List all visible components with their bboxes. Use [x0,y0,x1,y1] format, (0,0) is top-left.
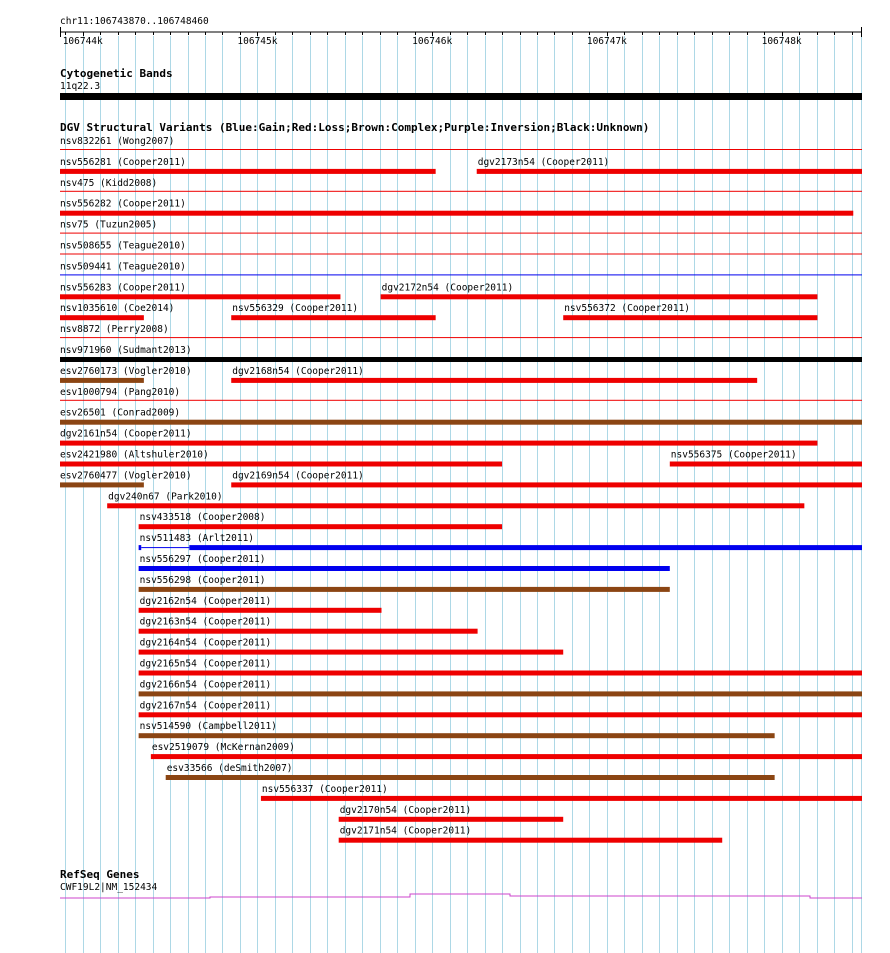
dgv-feature-line[interactable] [60,233,862,234]
dgv-feature-bar[interactable] [381,294,818,299]
dgv-feature-label: nsv971960 (Sudmant2013) [60,345,192,356]
dgv-row [60,387,862,401]
coordinate-ruler [60,16,862,47]
dgv-feature-label: esv1000794 (Pang2010) [60,386,181,398]
dgv-feature-bar[interactable] [563,315,817,320]
dgv-row [60,408,862,425]
dgv-feature[interactable] [60,282,340,299]
dgv-row [60,303,817,320]
dgv-feature-label: nsv556283 (Cooper2011) [60,282,186,294]
dgv-row [60,429,817,446]
dgv-feature[interactable] [60,470,192,487]
dgv-row [139,575,670,592]
dgv-row [139,679,862,696]
dgv-feature-bar[interactable] [107,503,804,508]
dgv-feature-label: dgv240n67 (Park2010) [108,491,223,503]
dgv-feature-bar[interactable] [60,441,817,446]
dgv-feature-label: nsv556375 (Cooper2011) [670,449,797,461]
dgv-feature-label: dgv2167n54 (Cooper2011) [139,700,272,712]
dgv-feature-label: nsv508655 (Teague2010) [60,240,186,252]
dgv-feature-label: nsv556297 (Cooper2011) [139,554,266,565]
dgv-feature-label: nsv556281 (Cooper2011) [60,156,186,168]
dgv-feature[interactable] [339,805,564,822]
dgv-feature-bar[interactable] [139,566,670,571]
dgv-feature[interactable] [139,679,862,696]
dgv-feature[interactable] [60,429,817,446]
dgv-feature-bar[interactable] [261,796,862,801]
dgv-feature[interactable] [381,282,818,299]
dgv-row [139,638,564,655]
dgv-feature-bar[interactable] [139,629,478,634]
dgv-feature-line[interactable] [60,337,862,338]
dgv-feature[interactable] [60,387,862,401]
refseq-gene-label[interactable]: CWF19L2|NM_152434 [60,882,158,893]
dgv-feature-label: esv33566 (deSmith2007) [166,763,293,774]
dgv-feature-bar[interactable] [339,838,723,843]
dgv-feature-bar[interactable] [339,817,564,822]
dgv-feature-bar[interactable] [60,169,436,174]
dgv-feature-label: nsv1035610 (Coe2014) [60,303,175,315]
dgv-feature-bar[interactable] [139,733,775,738]
cytoband-track-title: Cytogenetic Bands [60,67,173,80]
dgv-row [60,136,862,150]
dgv-feature[interactable] [60,178,862,192]
dgv-feature-bar[interactable] [139,524,502,529]
dgv-feature[interactable] [231,470,862,487]
dgv-row [261,784,862,801]
dgv-feature[interactable] [60,136,862,150]
dgv-row [139,721,775,738]
dgv-row [166,763,775,780]
dgv-row [139,659,862,676]
dgv-row [139,700,862,717]
dgv-row [139,533,862,550]
dgv-feature-label: nsv8872 (Perry2008) [60,324,169,336]
dgv-feature-bar[interactable] [231,482,862,487]
dgv-row [139,512,502,529]
dgv-feature-bar[interactable] [231,315,435,320]
dgv-feature-label: dgv2169n54 (Cooper2011) [232,470,364,482]
dgv-feature-bar[interactable] [139,587,670,592]
dgv-feature[interactable] [139,512,502,529]
dgv-feature-bar[interactable] [60,462,502,467]
refseq-genes-track[interactable] [60,868,862,898]
dgv-feature-bar[interactable] [139,671,862,676]
dgv-feature-label: nsv475 (Kidd2008) [60,177,158,189]
dgv-feature-line[interactable] [60,149,862,150]
dgv-feature[interactable] [60,303,174,320]
dgv-feature-label: dgv2168n54 (Cooper2011) [232,365,364,377]
dgv-feature-line[interactable] [60,274,862,275]
dgv-feature[interactable] [60,450,502,467]
dgv-feature-bar[interactable] [139,650,564,655]
cytoband-band-label: 11q22.3 [60,81,101,92]
dgv-feature-label: nsv556372 (Cooper2011) [564,303,691,315]
dgv-feature-bar[interactable] [166,775,775,780]
region-label: chr11:106743870..106748460 [60,16,209,27]
dgv-feature-label: esv2760477 (Vogler2010) [60,470,192,482]
dgv-feature-line[interactable] [60,191,862,192]
dgv-feature-label: dgv2166n54 (Cooper2011) [139,679,272,691]
dgv-track-title: DGV Structural Variants (Blue:Gain;Red:Loss;Brown:Complex;Purple:Inversion;Black:Unknown) [60,121,650,134]
dgv-row [339,826,723,843]
dgv-row [60,199,853,216]
dgv-row [60,366,757,383]
dgv-feature[interactable] [151,742,862,759]
dgv-feature-label: dgv2173n54 (Cooper2011) [477,156,610,168]
dgv-structural-variants-track[interactable] [60,121,862,843]
dgv-feature-bar[interactable] [151,754,862,759]
dgv-feature-bar[interactable] [139,608,382,613]
gene-feature-line[interactable] [60,894,862,898]
dgv-feature-label: dgv2171n54 (Cooper2011) [339,825,472,837]
dgv-feature-label: nsv75 (Tuzun2005) [60,219,158,231]
refseq-track-title: RefSeq Genes [60,868,140,881]
dgv-feature[interactable] [60,366,192,383]
dgv-feature-bar[interactable] [139,545,142,550]
dgv-feature[interactable] [60,241,862,255]
dgv-row [107,491,804,508]
dgv-row [60,324,862,338]
dgv-feature[interactable] [261,784,862,801]
dgv-feature-label: nsv433518 (Cooper2008) [139,512,266,524]
ruler-tick-label: 106744k [62,36,103,47]
dgv-feature-bar[interactable] [139,691,862,696]
dgv-feature-bar[interactable] [189,545,862,550]
dgv-feature-label: nsv511483 (Arlt2011) [139,533,255,545]
dgv-feature[interactable] [139,617,478,634]
dgv-feature-bar[interactable] [60,357,862,362]
dgv-feature-bar[interactable] [60,294,340,299]
dgv-feature-gap-line[interactable] [141,547,189,548]
dgv-feature[interactable] [231,303,435,320]
dgv-row [60,470,862,487]
dgv-feature-label: nsv556329 (Cooper2011) [232,303,359,315]
dgv-feature[interactable] [139,721,775,738]
dgv-feature-label: nsv509441 (Teague2010) [60,261,186,273]
dgv-row [60,241,862,255]
dgv-feature[interactable] [139,533,862,550]
ruler-tick-label: 106746k [412,36,453,47]
dgv-feature[interactable] [231,366,757,383]
dgv-feature-line[interactable] [60,400,862,401]
dgv-feature[interactable] [563,303,817,320]
dgv-feature-label: dgv2172n54 (Cooper2011) [381,282,514,294]
dgv-feature[interactable] [339,826,723,843]
dgv-feature-rows [60,136,862,843]
dgv-row [60,178,862,192]
dgv-feature[interactable] [670,450,862,467]
dgv-feature[interactable] [60,324,862,338]
dgv-feature-label: dgv2165n54 (Cooper2011) [139,658,272,670]
dgv-feature-bar[interactable] [477,169,862,174]
dgv-feature-label: nsv556337 (Cooper2011) [261,783,388,795]
dgv-feature[interactable] [139,554,670,571]
dgv-feature-line[interactable] [60,254,862,255]
dgv-row [339,805,564,822]
dgv-feature[interactable] [60,345,862,362]
dgv-feature[interactable] [60,199,853,216]
dgv-feature-label: nsv556298 (Cooper2011) [139,574,266,586]
dgv-feature-label: dgv2164n54 (Cooper2011) [139,637,272,649]
dgv-row [60,345,862,362]
ruler-tick-label: 106745k [237,36,278,47]
cytogenetic-bands-track[interactable] [60,67,862,100]
dgv-feature-bar[interactable] [60,420,862,425]
dgv-row [60,261,862,275]
dgv-feature-bar[interactable] [60,378,144,383]
dgv-feature-label: esv2421980 (Altshuler2010) [60,449,209,461]
dgv-feature-bar[interactable] [60,315,144,320]
ruler-tick-label: 106748k [761,36,802,47]
dgv-feature[interactable] [107,491,804,508]
dgv-feature-label: esv2760173 (Vogler2010) [60,365,192,377]
dgv-row [60,282,817,299]
dgv-feature[interactable] [60,220,862,234]
dgv-feature-label: dgv2161n54 (Cooper2011) [60,428,192,440]
dgv-feature-bar[interactable] [231,378,757,383]
dgv-row [139,554,670,571]
dgv-feature[interactable] [139,700,862,717]
dgv-feature[interactable] [139,638,564,655]
dgv-feature[interactable] [60,261,862,275]
dgv-feature-label: dgv2170n54 (Cooper2011) [339,804,472,816]
dgv-feature-bar[interactable] [60,211,853,216]
dgv-feature-label: nsv832261 (Wong2007) [60,136,175,147]
dgv-feature[interactable] [60,157,436,174]
cytoband-band-bar[interactable] [60,93,862,100]
dgv-feature[interactable] [60,408,862,425]
dgv-row [60,450,862,467]
dgv-feature[interactable] [166,763,775,780]
dgv-feature-bar[interactable] [139,712,862,717]
dgv-row [139,617,478,634]
dgv-row [60,220,862,234]
ruler-ticks [61,27,862,47]
dgv-feature-bar[interactable] [60,482,144,487]
dgv-feature-label: nsv556282 (Cooper2011) [60,198,186,210]
dgv-feature[interactable] [139,575,670,592]
dgv-feature-bar[interactable] [670,462,862,467]
dgv-feature[interactable] [139,659,862,676]
dgv-feature-label: esv26501 (Conrad2009) [60,407,181,419]
dgv-row [60,157,862,174]
ruler-tick-label: 106747k [586,36,627,47]
dgv-feature-label: dgv2163n54 (Cooper2011) [139,616,272,628]
dgv-row [151,742,862,759]
dgv-feature[interactable] [477,157,862,174]
dgv-feature-label: esv2519079 (McKernan2009) [151,742,295,754]
dgv-feature-label: nsv514590 (Campbell2011) [139,721,277,733]
dgv-feature-label: dgv2162n54 (Cooper2011) [139,595,272,607]
